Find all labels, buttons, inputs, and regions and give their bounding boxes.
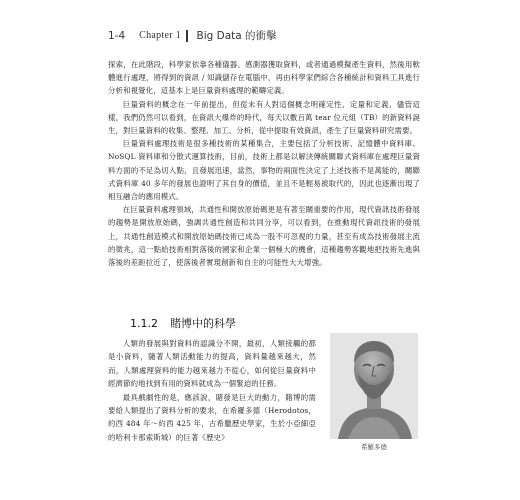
paragraph: 探索，在此階段，科學家依靠各種儀器、感測器獲取資料，或者通過模擬產生資料，然後用軟體進行處理，將得到的資訊 / 知識儲存在電腦中，再由科學家們綜合各種統計和資料工具進行分析和視覺化，這基本上是巨量資料處理的範疇定義。 xyxy=(108,60,420,96)
running-header xyxy=(108,28,277,43)
section-text xyxy=(108,337,316,444)
page-number: 1-4 xyxy=(108,29,126,42)
chapter-title: Big Data 的衝擊 xyxy=(196,30,277,42)
section-title: 賭博中的科學 xyxy=(170,317,236,330)
paragraph: 在巨量資料處理領域，共通性和開放原始碼更是有著至關重要的作用，現代資訊技術發展的趨勢是開放原始碼，強調共通性創造和共同分享，可以看到，在推動現代資訊技術的發展上，共通性創造模式和開放原始碼技術已成為一股不可忽視的力量，甚至有成為技術發展主流的徵兆，這一點給技術相對落後的國家和企業一個極大的機會，這種趨勢客觀地把技術先進與落後的差距拉近了，使落後者實現創新和自主的可能性大大增強。 xyxy=(108,205,420,268)
header-divider xyxy=(186,30,188,42)
body-text xyxy=(108,58,420,269)
paragraph: 人類的發展與對資料的認識分不開，最初，人類接觸的都是小資料，隨著人類活動能力的提高，資料量越來越大，然而，人類處理資料的能力越來越力不從心，如何從巨量資料中經濟節約地找到有用的資料就成為一個緊迫的任務。 xyxy=(108,339,316,389)
bust-illustration xyxy=(330,333,418,439)
section-heading xyxy=(130,315,390,331)
chapter-label: Chapter 1 xyxy=(139,30,182,41)
figure-caption: 希羅多德 xyxy=(361,443,387,451)
section-number: 1.1.2 xyxy=(130,316,158,330)
paragraph: 最具戲劇性的是，應該說，賭發是巨大的動力，賭博的需要給人類提出了資料分析的要求，在希羅多德（Herodotos，約西 484 年～約西 425 年，古希臘歷史學家，生於小亞細亞的哈利卡那索斯城）的巨著《歷史》 xyxy=(108,392,316,442)
herodotus-bust-image xyxy=(330,333,418,439)
paragraph: 巨量資料處理技術是很多種技術的某種集合，主要包括了分析技術、記憶體中資料庫、NoSQL 資料庫和分散式運算技術，目前，技術上都是以解決傳統關聯式資料庫在處理巨量資料方面的不足為切入點，且發展迅速，當然，事物的兩面性決定了上述技術不是萬能的，關聯式資料庫 40 多年的發展也證明了其自身的價值，並且不是輕易被取代的，因此也逐漸出現了相互融合的應用模式。 xyxy=(108,139,420,202)
paragraph: 巨量資料的概念在一年前提出，但從未有人對這個概念明確定性、定量和定義，儘管這樣，我們仍然可以看到，在資訊大爆炸的時代，每天以數百萬 tear 位元組（TB）的新資料誕生，對巨量資料的收集、整理、加工、分析，從中提取有效資訊，產生了巨量資料研究需要。 xyxy=(108,99,420,136)
